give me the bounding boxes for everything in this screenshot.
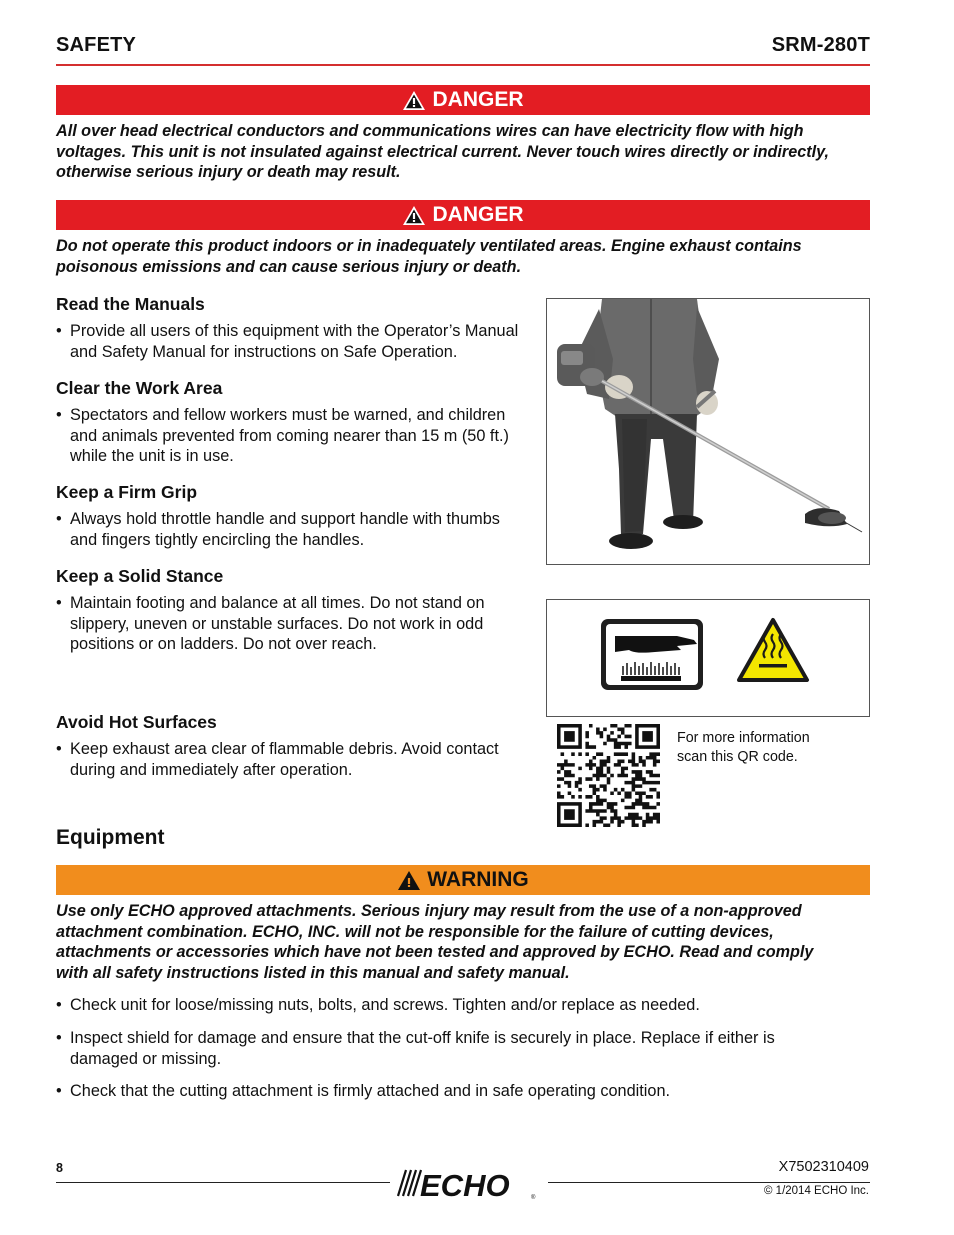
page-number: 8 — [56, 1161, 63, 1175]
danger-text — [56, 121, 872, 183]
danger-label: DANGER — [432, 88, 524, 111]
text-line: while the unit is in use. — [70, 447, 234, 465]
text-line: Check unit for loose/missing nuts, bolts, and screws. Tighten and/or replace as needed. — [70, 996, 700, 1014]
bullet-mark: • — [56, 1082, 62, 1100]
operator-illustration — [546, 298, 870, 565]
text-line: and animals prevented from coming nearer than 15 m (50 ft.) — [70, 426, 509, 445]
text-line: scan this QR code. — [677, 748, 798, 765]
text-line: Inspect shield for damage and ensure that the cut-off knife is securely in place. Replace if either is — [70, 1029, 775, 1047]
danger-text — [56, 236, 872, 277]
warning-triangle-icon — [397, 870, 421, 891]
warning-triangle-icon — [402, 205, 426, 226]
subheading-hot-surfaces: Avoid Hot Surfaces — [56, 712, 217, 732]
bullet-mark: • — [56, 322, 62, 340]
text-line: attachments or accessories which have not been tested and approved by ECHO. Read and comply — [56, 943, 814, 961]
danger-banner — [56, 85, 870, 115]
document-code: X7502310409 — [778, 1159, 869, 1175]
warning-label: WARNING — [427, 868, 529, 891]
hot-surface-warning-icon — [739, 620, 807, 680]
text-line: Use only ECHO approved attachments. Serious injury may result from the use of a non-approved — [56, 902, 802, 920]
hot-surface-icons — [546, 599, 870, 717]
bullet-mark: • — [56, 1029, 62, 1047]
qr-caption — [677, 729, 810, 766]
bullet-mark: • — [56, 510, 62, 528]
text-line: damaged or missing. — [70, 1049, 222, 1068]
hand-heat-icon — [601, 619, 703, 690]
footer-rule-right — [548, 1182, 870, 1183]
warning-banner — [56, 865, 870, 895]
text-line: For more information — [677, 730, 810, 746]
text-line: positions or on ladders. Do not over reach. — [70, 635, 377, 653]
text-line: otherwise serious injury or death may result. — [56, 163, 401, 181]
operator-with-trimmer-image — [547, 299, 869, 564]
text-line: Spectators and fellow workers must be warned, and children — [70, 406, 506, 424]
text-line: Provide all users of this equipment with the Operator’s Manual — [70, 322, 519, 340]
text-line: and fingers tightly encircling the handles. — [70, 530, 365, 549]
text-line: Do not operate this product indoors or in inadequately ventilated areas. Engine exhaust contains — [56, 237, 802, 255]
text-line: All over head electrical conductors and communications wires can have electricity flow with high — [56, 122, 804, 140]
header-rule — [56, 64, 870, 66]
text-line: Maintain footing and balance at all times. Do not stand on — [70, 594, 485, 612]
echo-logo — [390, 1165, 540, 1201]
text-line: and Safety Manual for instructions on Safe Operation. — [70, 342, 458, 361]
model-number: SRM-280T — [771, 34, 870, 56]
bullet-mark: • — [56, 594, 62, 612]
warning-text — [56, 901, 872, 983]
text-line: attachment combination. ECHO, INC. will not be responsible for the failure of cutting devices, — [56, 922, 774, 941]
footer-rule-left — [56, 1182, 390, 1183]
qr-code[interactable] — [557, 724, 660, 827]
logo-wordmark: ECHO — [420, 1168, 510, 1201]
subheading-work-area: Clear the Work Area — [56, 378, 223, 398]
svg-text:®: ® — [531, 1195, 536, 1201]
subheading-stance: Keep a Solid Stance — [56, 566, 224, 586]
section-title: SAFETY — [56, 34, 137, 56]
text-line: Always hold throttle handle and support handle with thumbs — [70, 510, 500, 528]
text-line: during and immediately after operation. — [70, 760, 353, 779]
text-line: voltages. This unit is not insulated against electrical current. Never touch wires directly or indirectly, — [56, 142, 830, 161]
copyright: © 1/2014 ECHO Inc. — [764, 1185, 869, 1197]
bullet-mark: • — [56, 740, 62, 758]
equipment-heading: Equipment — [56, 826, 165, 849]
danger-banner — [56, 200, 870, 230]
text-line: Check that the cutting attachment is firmly attached and in safe operating condition. — [70, 1082, 671, 1100]
subheading-manuals: Read the Manuals — [56, 294, 205, 314]
bullet-mark: • — [56, 406, 62, 424]
danger-label: DANGER — [432, 203, 524, 226]
text-line: slippery, uneven or unstable surfaces. Do not work in odd — [70, 614, 484, 633]
warning-triangle-icon — [402, 90, 426, 111]
text-line: with all safety instructions listed in this manual and safety manual. — [56, 963, 570, 982]
text-line: Keep exhaust area clear of flammable debris. Avoid contact — [70, 740, 499, 758]
hot-surface-symbols — [547, 600, 869, 716]
bullet-mark: • — [56, 996, 62, 1014]
text-line: poisonous emissions and can cause serious injury or death. — [56, 257, 522, 276]
subheading-grip: Keep a Firm Grip — [56, 482, 198, 502]
